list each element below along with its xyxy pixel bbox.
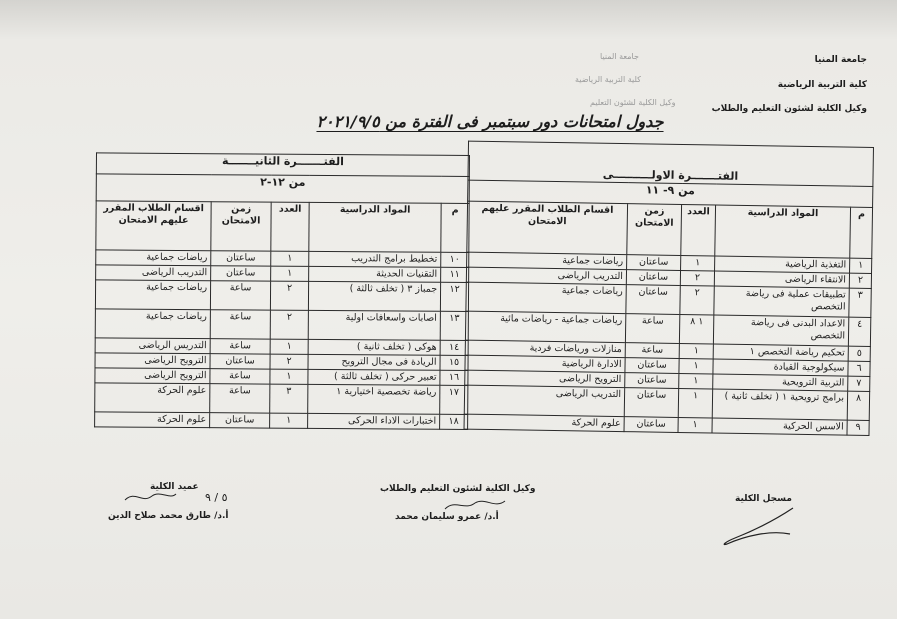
table-cell: ١ (270, 339, 308, 354)
col-depts: اقسام الطلاب المقرر عليهم الامتحان (96, 201, 211, 251)
table-cell: ٩ (847, 420, 869, 435)
table-cell: الريادة فى مجال الترويح (308, 354, 440, 370)
table-cell: ١ (679, 373, 713, 389)
university-name: جامعة المنيا (814, 55, 867, 65)
period-2-table (94, 152, 470, 430)
table-cell: ٢ (270, 310, 308, 339)
col-duration: زمن الامتحان (211, 202, 271, 251)
table-cell: رياضات جماعية (95, 309, 210, 339)
table-cell: ساعتان (624, 417, 678, 433)
table-cell: علوم الحركة (95, 383, 210, 413)
period-2-name: الفتـــــــرة الثانيـــــــة (96, 153, 469, 177)
table-cell: ٣ (849, 288, 871, 317)
table-cell: ساعتان (210, 354, 270, 369)
vice-dean-sign-name: أ.د/ عمرو سليمان محمد (395, 512, 499, 522)
table-cell: التقنيات الحديثة (309, 266, 441, 282)
table-cell: ساعة (625, 343, 679, 359)
page-title: جدول امتحانات دور سبتمبر فى الفترة من ٢٠٢١/٩/٥ (316, 112, 664, 131)
table-cell: ١٥ (440, 355, 468, 370)
table-cell: رياضات جماعية (96, 250, 211, 266)
table-cell: ٢ (680, 285, 714, 315)
table-cell: جمباز ٣ ( تخلف ثالثة ) (308, 281, 440, 311)
faint-stamp-2: كلية التربية الرياضية (575, 75, 641, 84)
table-cell: ٢ (849, 273, 871, 288)
table-cell: التدريب الرياضى (464, 385, 624, 417)
table-cell: ١ (271, 251, 309, 266)
table-cell: ١ (679, 343, 713, 359)
table-cell: برامج ترويحية ١ ( تخلف ثانية ) (712, 389, 847, 420)
table-cell: التدريس الرياضى (95, 338, 210, 354)
table-row (95, 412, 468, 430)
table-row (95, 280, 468, 312)
handwritten-date: ٥ / ٩ (205, 491, 228, 504)
table-cell: رياضات جماعية (467, 252, 627, 270)
table-cell: التدريب الرياضى (466, 267, 626, 285)
table-cell: ١٠ (441, 252, 469, 267)
table-cell: ٢ (270, 354, 308, 369)
table-cell: اختبارات الاداء الحركى (308, 413, 440, 429)
table-cell: ساعة (625, 314, 679, 344)
col-count: العدد (681, 204, 716, 256)
table-cell: رياضات جماعية (95, 280, 210, 310)
col-depts: اقسام الطلاب المقرر عليهم الامتحان (467, 201, 628, 255)
table-cell: ساعة (210, 369, 270, 384)
table-cell: الترويح الرياضى (465, 370, 625, 388)
table-cell: ساعة (210, 281, 270, 310)
period-1-table (464, 141, 875, 436)
table-cell: ساعتان (626, 270, 680, 286)
table-cell: ساعتان (627, 255, 681, 271)
table-cell: رياضات جماعية - رياضات مائية (465, 311, 625, 343)
table-cell: منازلات ورياضات فردية (465, 340, 625, 358)
faint-stamp-1: جامعة المنيا (600, 52, 639, 61)
col-duration: زمن الامتحان (627, 204, 682, 256)
table-cell: ٢ (680, 270, 714, 286)
col-num: م (850, 207, 873, 258)
table-cell: ١ (271, 266, 309, 281)
table-cell: ٤ (848, 317, 870, 346)
table-cell: الادارة الرياضية (465, 355, 625, 373)
table-cell: اصابات واسعافات اولية (308, 310, 440, 340)
table-cell: تعبير حركى ( تخلف ثالثة ) (308, 369, 440, 385)
table-cell: التدريب الرياضى (96, 265, 211, 281)
table-cell: هوكى ( تخلف ثانية ) (308, 339, 440, 355)
col-num: م (441, 203, 469, 252)
table-cell: ساعتان (624, 388, 678, 418)
table-cell: ساعتان (626, 285, 680, 315)
table-cell: ١ (678, 388, 712, 418)
table-row (95, 383, 468, 415)
col-subject: المواد الدراسية (715, 205, 851, 258)
table-cell: ١٣ (440, 311, 468, 340)
table-cell: رياضة تخصصية اختيارية ١ (308, 384, 440, 414)
table-cell: التغذية الرياضية (715, 256, 850, 273)
table-cell: تحكيم رياضة التخصص ١ (713, 344, 848, 361)
dean-signature-icon (120, 488, 180, 508)
table-cell: الترويح الرياضى (95, 368, 210, 384)
table-cell: ٧ (848, 376, 870, 391)
table-cell: سيكولوجية القيادة (713, 359, 848, 376)
table-cell: ١ (678, 417, 712, 433)
table-cell: ساعتان (625, 358, 679, 374)
table-cell: ٥ (848, 346, 870, 361)
table-cell: ٦ (848, 361, 870, 376)
table-cell: الاسس الحركية (712, 418, 847, 435)
period-1-time: من ٩- ١١ (468, 180, 873, 207)
table-cell: تطبيقات عملية فى رياضة التخصص (714, 286, 849, 317)
table-cell: ١٨ (440, 414, 468, 429)
vice-dean-header: وكيل الكلية لشئون التعليم والطلاب (711, 104, 867, 114)
vice-dean-sign-title: وكيل الكلية لشئون التعليم والطلاب (380, 484, 536, 494)
table-cell: ساعة (210, 339, 270, 354)
table-row (95, 309, 468, 341)
table-cell: ١٤ (440, 340, 468, 355)
table-cell: التربية الترويحية (713, 374, 848, 391)
table-cell: الانتقاء الرياضى (714, 271, 849, 288)
table-cell: ١ (270, 369, 308, 384)
table-cell: الترويح الرياضى (95, 353, 210, 369)
table-cell: الاعداد البدنى فى رياضة التخصص (713, 315, 848, 346)
table-cell: ١٦ (440, 370, 468, 385)
table-cell: ٢ (270, 281, 308, 310)
table-cell: تخطيط برامج التدريب (309, 251, 441, 267)
table-cell: رياضات جماعية (466, 282, 626, 314)
table-cell: ١ (679, 358, 713, 374)
table-cell: ساعة (210, 384, 270, 413)
table-cell: ساعة (210, 310, 270, 339)
table-cell: ٨ (847, 391, 869, 420)
vice-dean-signature-icon (440, 495, 510, 515)
col-count: العدد (271, 202, 309, 251)
col-subject: المواد الدراسية (309, 202, 441, 252)
period-2-time: من ١٢-٢ (96, 174, 469, 204)
registrar-signature-icon (715, 500, 805, 550)
table-cell: علوم الحركة (95, 412, 210, 428)
table-cell: ساعتان (210, 413, 270, 428)
table-cell: ساعتان (211, 251, 271, 266)
period-1-name: الفتـــــــرة الاولــــــــــى (468, 141, 874, 186)
table-cell: علوم الحركة (464, 414, 624, 432)
faculty-name: كلية التربية الرياضية (777, 80, 867, 90)
faint-stamp-3: وكيل الكلية لشئون التعليم (590, 98, 676, 107)
dean-title: عميد الكلية (150, 482, 199, 492)
table-cell: ١١ (441, 267, 469, 282)
registrar-title: مسجل الكلية (735, 494, 792, 504)
table-cell: ١ ٨ (679, 314, 713, 344)
table-cell: ١ (850, 258, 872, 273)
table-cell: ١٢ (440, 282, 468, 311)
table-cell: ساعتان (211, 266, 271, 281)
table-cell: ١ (270, 413, 308, 428)
dean-name: أ.د/ طارق محمد صلاح الدين (108, 511, 229, 521)
table-cell: ١٧ (440, 385, 468, 414)
table-cell: ٣ (270, 384, 308, 413)
table-cell: ١ (681, 255, 715, 271)
table-cell: ساعتان (625, 373, 679, 389)
